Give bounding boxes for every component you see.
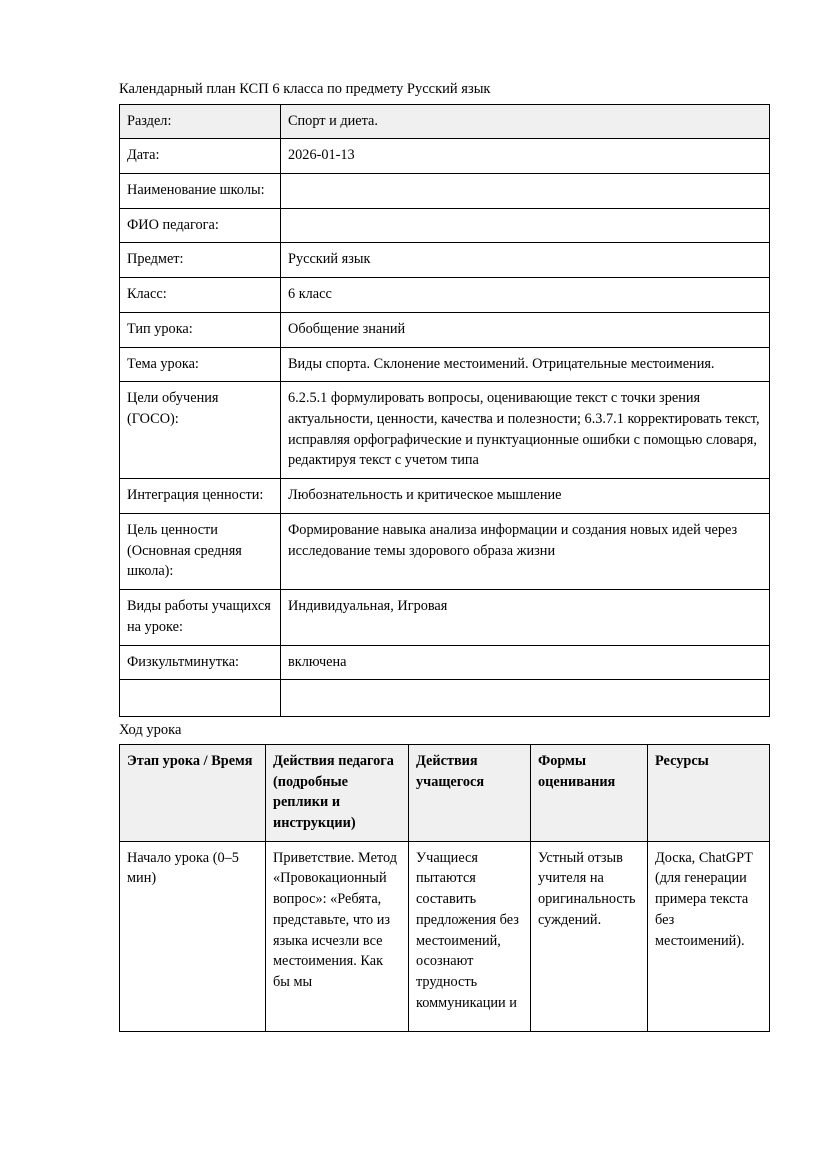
info-row-label: Интеграция ценности: [120, 479, 281, 514]
info-row-value: 2026-01-13 [281, 139, 770, 174]
lesson-flow-table [119, 744, 770, 1032]
info-row-value: Любознательность и критическое мышление [281, 479, 770, 514]
info-row-value: Виды спорта. Склонение местоимений. Отрицательные местоимения. [281, 347, 770, 382]
page-title: Календарный план КСП 6 класса по предмету Русский язык [119, 81, 491, 97]
flow-column-header: Этап урока / Время [120, 744, 266, 841]
lesson-flow-header [120, 744, 770, 841]
table-row [120, 312, 770, 347]
info-row-label: ФИО педагога: [120, 208, 281, 243]
table-row [120, 139, 770, 174]
info-row-value: 6 класс [281, 278, 770, 313]
flow-column-header: Действия учащегося [409, 744, 531, 841]
lesson-info-body [120, 104, 770, 717]
info-row-label: Цель ценности (Основная средняя школа): [120, 513, 281, 589]
info-row-value: Русский язык [281, 243, 770, 278]
info-row-label: Тип урока: [120, 312, 281, 347]
info-row-label: Дата: [120, 139, 281, 174]
flow-assessment-cell: Устный отзыв учителя на оригинальность суждений. [531, 841, 648, 1031]
table-row [120, 513, 770, 589]
table-row [120, 104, 770, 139]
info-row-value [281, 174, 770, 209]
info-row-label: Раздел: [120, 104, 281, 139]
info-row-value: включена [281, 645, 770, 680]
info-row-label: Класс: [120, 278, 281, 313]
info-row-value: Формирование навыка анализа информации и создания новых идей через исследование темы здорового образа жизни [281, 513, 770, 589]
info-row-value: Спорт и диета. [281, 104, 770, 139]
flow-stage-cell: Начало урока (0–5 мин) [120, 841, 266, 1031]
info-row-label: Цели обучения (ГОСО): [120, 382, 281, 479]
table-row [120, 479, 770, 514]
info-row-label: Тема урока: [120, 347, 281, 382]
info-row-value: Обобщение знаний [281, 312, 770, 347]
flow-teacher-cell: Приветствие. Метод «Провокационный вопрос»: «Ребята, представьте, что из языка исчезли все местоимения. Как бы мы [266, 841, 409, 1031]
table-row [120, 208, 770, 243]
table-row [120, 382, 770, 479]
table-header-row [120, 744, 770, 841]
table-row [120, 243, 770, 278]
info-row-label: Физкультминутка: [120, 645, 281, 680]
table-row [120, 841, 770, 1031]
flow-student-cell: Учащиеся пытаются составить предложения без местоимений, осознают трудность коммуникации и [409, 841, 531, 1031]
table-row [120, 645, 770, 680]
table-row [120, 347, 770, 382]
info-row-value: Индивидуальная, Игровая [281, 590, 770, 645]
flow-column-header: Формы оценивания [531, 744, 648, 841]
table-row [120, 278, 770, 313]
info-row-value [281, 208, 770, 243]
flow-resources-cell: Доска, ChatGPT (для генерации примера текста без местоимений). [648, 841, 770, 1031]
info-row-label: Предмет: [120, 243, 281, 278]
info-row-label: Виды работы учащихся на уроке: [120, 590, 281, 645]
info-row-value [281, 680, 770, 717]
lesson-flow-label: Ход урока [119, 722, 182, 739]
table-row [120, 590, 770, 645]
info-row-label [120, 680, 281, 717]
lesson-flow-body [120, 841, 770, 1031]
lesson-info-table [119, 104, 770, 718]
table-row [120, 174, 770, 209]
info-row-label: Наименование школы: [120, 174, 281, 209]
info-row-value: 6.2.5.1 формулировать вопросы, оценивающие текст с точки зрения актуальности, ценности, качества и полезности; 6.3.7.1 корректировать текст, исправляя орфографические и пунктуационные ошибки с помощью словаря, редактируя текст с учетом типа [281, 382, 770, 479]
table-row [120, 680, 770, 717]
flow-column-header: Действия педагога (подробные реплики и инструкции) [266, 744, 409, 841]
flow-column-header: Ресурсы [648, 744, 770, 841]
